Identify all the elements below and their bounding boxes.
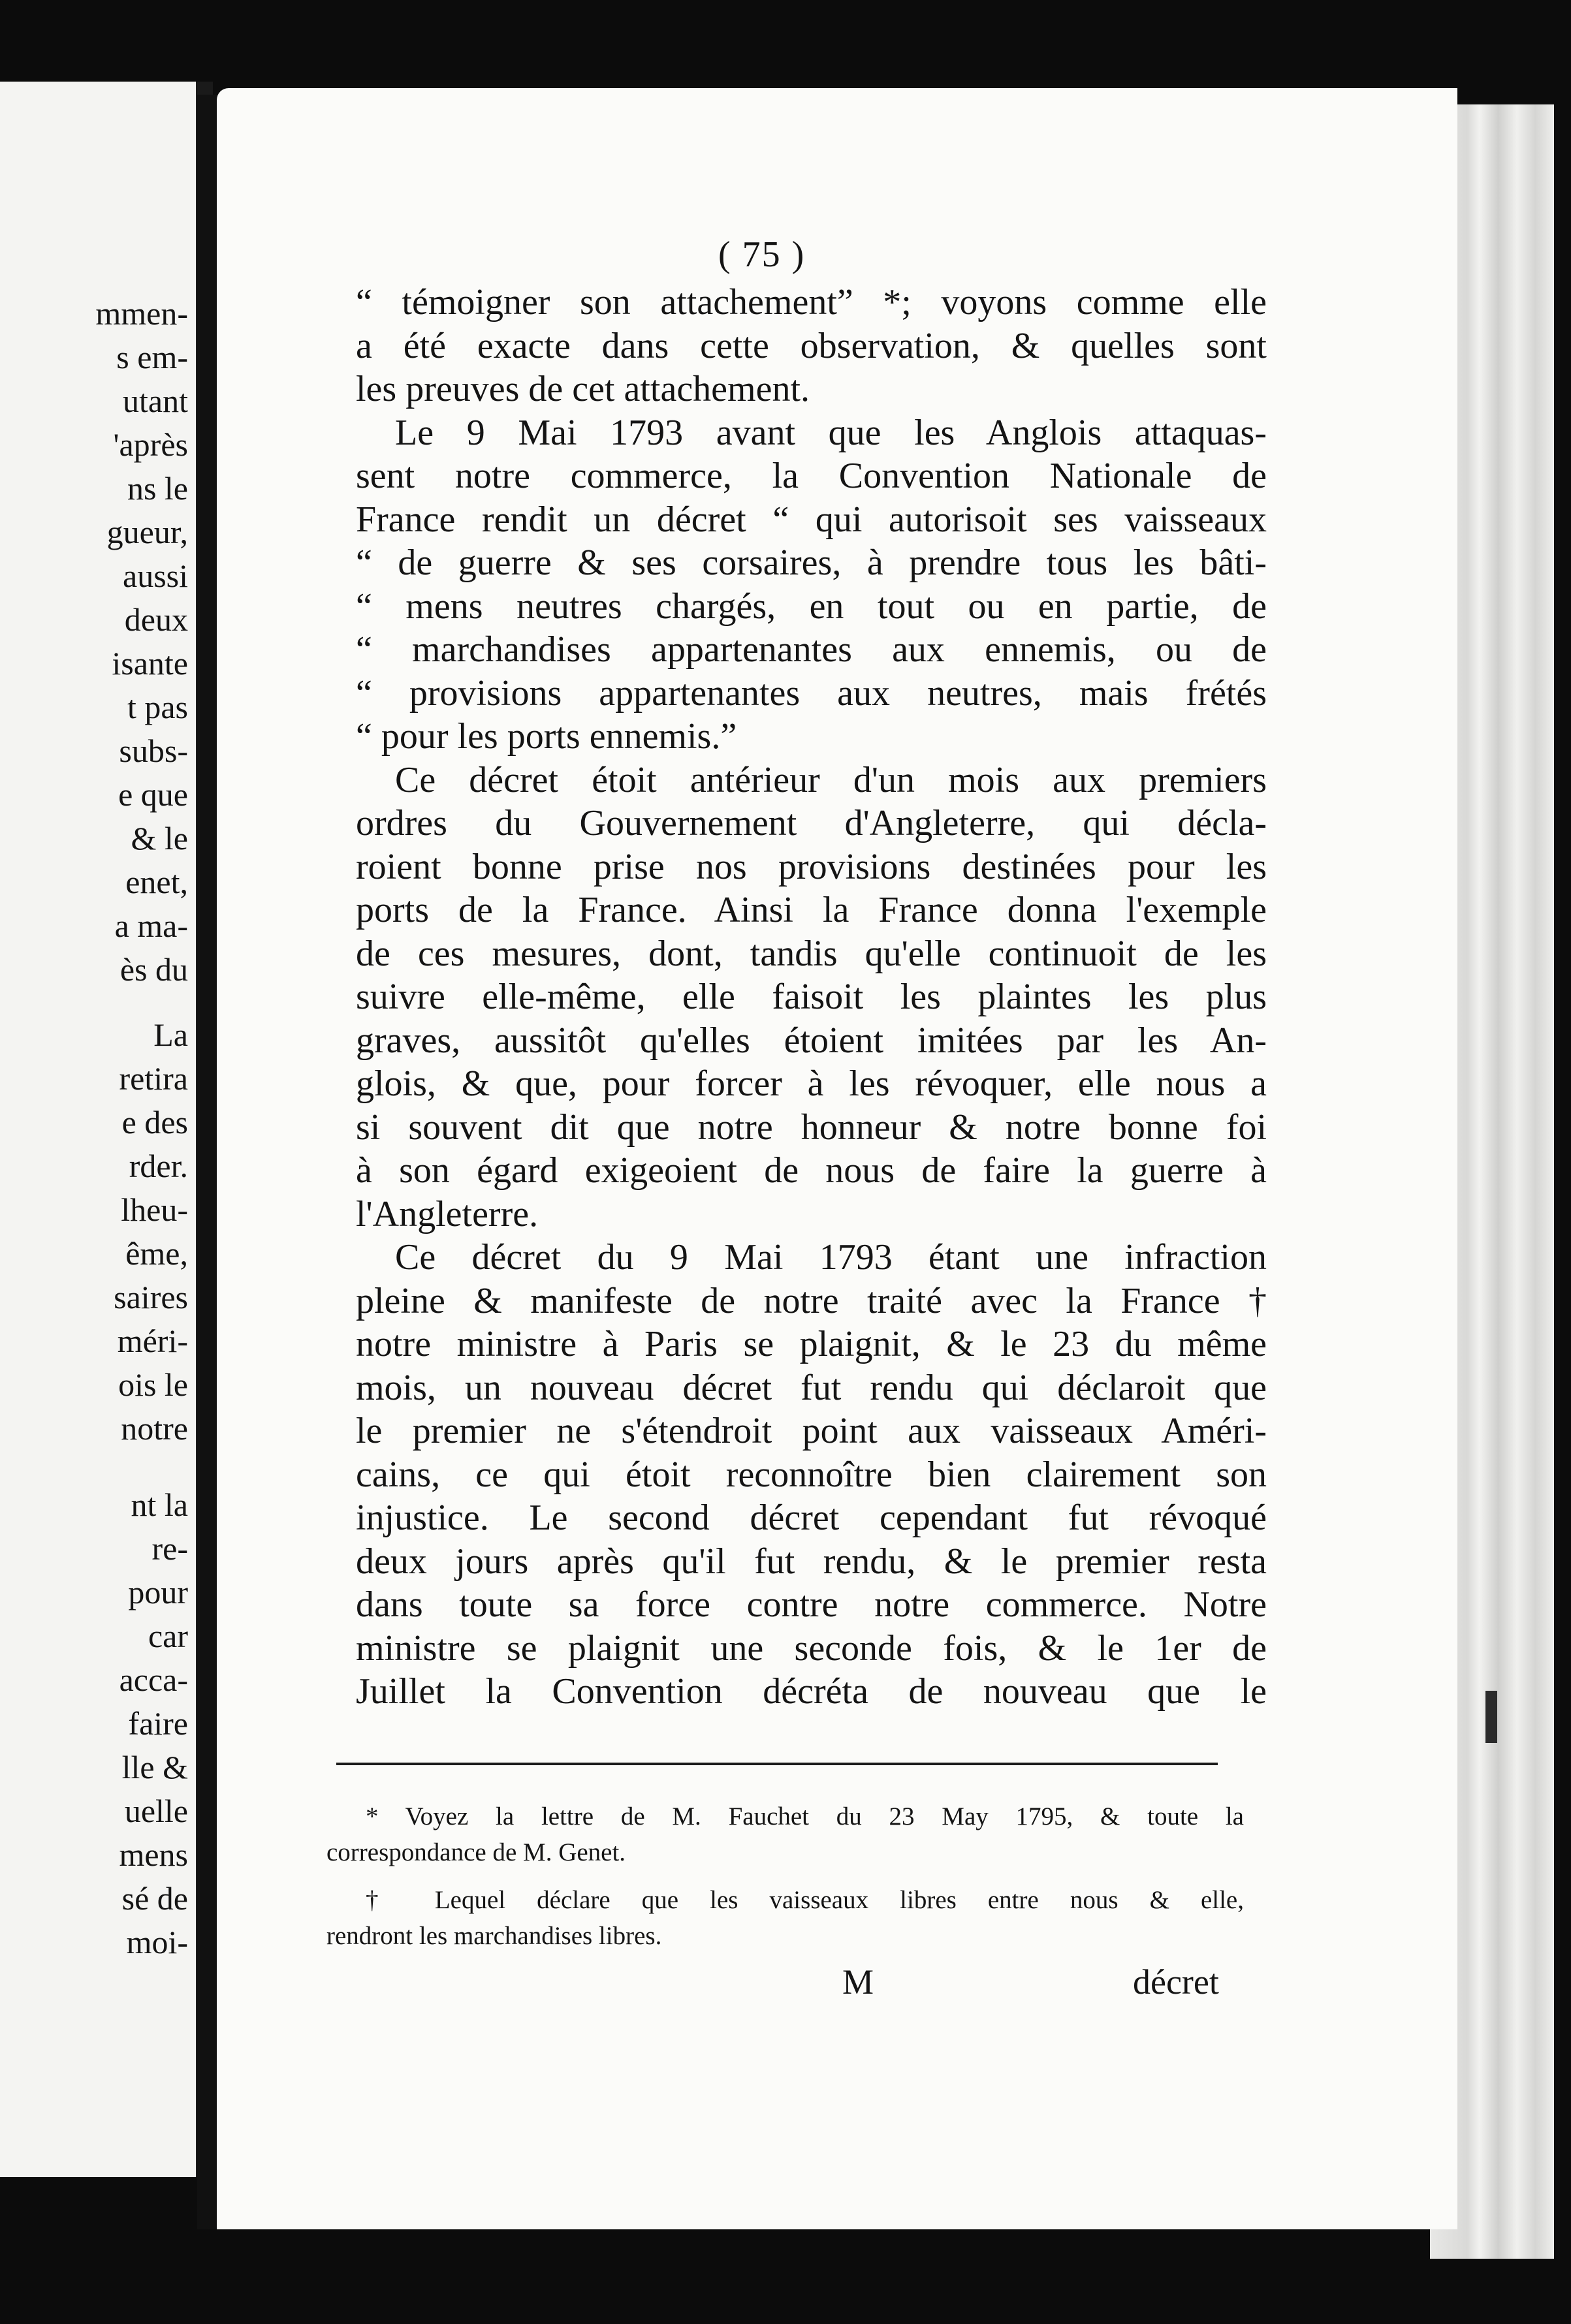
text-line: suivre elle-même, elle faisoit les plaintes les plus xyxy=(356,977,1267,1017)
text-line: Ce décret du 9 Mai 1793 étant une infraction xyxy=(395,1237,1267,1278)
left-page-line: e que xyxy=(118,776,188,813)
footnote-line: rendront les marchandises libres. xyxy=(326,1922,662,1950)
text-line: “ témoigner son attachement” *; voyons comme elle xyxy=(356,282,1267,322)
left-page-line: isante xyxy=(112,645,188,682)
left-page-line: uelle xyxy=(124,1793,188,1829)
text-line: deux jours après qu'il fut rendu, & le premier resta xyxy=(356,1541,1267,1582)
text-line: a été exacte dans cette observation, & quelles sont xyxy=(356,325,1267,366)
text-line: “ provisions appartenantes aux neutres, mais frétés xyxy=(356,672,1267,714)
text-line: “ mens neutres chargés, en tout ou en partie, de xyxy=(356,586,1267,627)
text-line: Ce décret étoit antérieur d'un mois aux premiers xyxy=(395,759,1267,800)
left-page-line: ême, xyxy=(125,1235,188,1272)
text-line: ordres du Gouvernement d'Angleterre, qui décla- xyxy=(356,803,1267,843)
text-line: injustice. Le second décret cependant fut révoqué xyxy=(356,1498,1267,1538)
text-line: roient bonne prise nos provisions destinées pour les xyxy=(356,846,1267,887)
text-line: ministre se plaignit une seconde fois, & le 1er de xyxy=(356,1627,1267,1669)
left-page-line: e des xyxy=(121,1104,188,1140)
left-page-line: subs- xyxy=(119,732,188,769)
left-page-line: ns le xyxy=(127,470,188,507)
left-page-line: 'après xyxy=(113,426,188,463)
page-edge-mark xyxy=(1485,1691,1497,1743)
text-line: pleine & manifeste de notre traité avec la France † xyxy=(356,1280,1267,1321)
left-page-line: a ma- xyxy=(114,907,188,944)
footnote-rule xyxy=(336,1763,1218,1765)
text-line: de ces mesures, dont, tandis qu'elle continuoit de les xyxy=(356,933,1267,974)
left-page-line: mens xyxy=(119,1836,188,1873)
previous-page-fragment xyxy=(0,82,213,2177)
left-page-line: La xyxy=(153,1016,188,1053)
left-page-line: & le xyxy=(131,820,188,856)
text-line: France rendit un décret “ qui autorisoit ses vaisseaux xyxy=(356,499,1267,540)
left-page-line: lheu- xyxy=(121,1191,188,1228)
text-line: Le 9 Mai 1793 avant que les Anglois attaquas- xyxy=(395,412,1267,453)
signature-mark: M xyxy=(842,1962,874,2002)
left-page-line: ois le xyxy=(118,1366,188,1403)
left-page-line: pour xyxy=(128,1574,188,1610)
left-page-line: sé de xyxy=(121,1880,188,1917)
text-line: les preuves de cet attachement. xyxy=(356,369,810,409)
text-line: à son égard exigeoient de nous de faire la guerre à xyxy=(356,1150,1267,1191)
text-line: glois, & que, pour forcer à les révoquer, elle nous a xyxy=(356,1063,1267,1104)
text-line: le premier ne s'étendroit point aux vaisseaux Améri- xyxy=(356,1411,1267,1451)
left-page-line: faire xyxy=(128,1705,188,1742)
left-page-line: moi- xyxy=(126,1924,188,1960)
left-page-line: nt la xyxy=(131,1486,188,1523)
text-line: sent notre commerce, la Convention Nationale de xyxy=(356,456,1267,496)
left-page-line: utant xyxy=(123,383,188,419)
text-line: “ marchandises appartenantes aux ennemis, ou de xyxy=(356,629,1267,670)
text-line: l'Angleterre. xyxy=(356,1193,539,1234)
book-gutter xyxy=(197,95,217,2229)
footnote-line: correspondance de M. Genet. xyxy=(326,1838,626,1866)
text-line: graves, aussitôt qu'elles étoient imitées par les An- xyxy=(356,1020,1267,1061)
page-number: ( 75 ) xyxy=(718,234,806,275)
text-line: notre ministre à Paris se plaignit, & le 23 du même xyxy=(356,1324,1267,1364)
text-line: dans toute sa force contre notre commerce. Notre xyxy=(356,1584,1267,1625)
left-page-line: gueur, xyxy=(106,514,188,550)
catchword: décret xyxy=(1133,1962,1219,2002)
footnotes xyxy=(326,1798,1244,1954)
left-page-line: deux xyxy=(124,601,188,638)
text-line: ports de la France. Ainsi la France donna l'exemple xyxy=(356,890,1267,930)
left-page-line: ès du xyxy=(119,951,188,988)
left-page-line: enet, xyxy=(125,864,188,900)
text-line: “ de guerre & ses corsaires, à prendre tous les bâti- xyxy=(356,542,1267,583)
left-page-line: acca- xyxy=(119,1661,188,1698)
text-line: cains, ce qui étoit reconnoître bien clairement son xyxy=(356,1454,1267,1495)
left-page-line: t pas xyxy=(127,689,188,725)
left-page-line: re- xyxy=(151,1530,188,1567)
left-page-line: retira xyxy=(119,1060,188,1097)
footnote-line: * Voyez la lettre de M. Fauchet du 23 May 1795, & toute la xyxy=(366,1802,1244,1830)
text-line: Juillet la Convention décréta de nouveau que le xyxy=(356,1671,1267,1712)
text-line: “ pour les ports ennemis.” xyxy=(356,716,737,757)
left-page-line: rder. xyxy=(129,1148,188,1184)
left-page-line: saires xyxy=(114,1279,188,1315)
footnote-line: † Lequel déclare que les vaisseaux libres entre nous & elle, xyxy=(366,1886,1244,1914)
left-page-line: aussi xyxy=(123,557,188,594)
left-page-line: notre xyxy=(121,1410,188,1447)
left-page-line: méri- xyxy=(117,1323,188,1359)
left-page-line: lle & xyxy=(121,1749,188,1785)
left-page-line: s em- xyxy=(116,339,188,375)
text-line: mois, un nouveau décret fut rendu qui déclaroit que xyxy=(356,1367,1267,1408)
left-page-line: mmen- xyxy=(95,295,188,332)
text-line: si souvent dit que notre honneur & notre bonne foi xyxy=(356,1107,1267,1148)
page-body-text xyxy=(356,281,1267,1714)
left-page-line: car xyxy=(148,1618,188,1654)
